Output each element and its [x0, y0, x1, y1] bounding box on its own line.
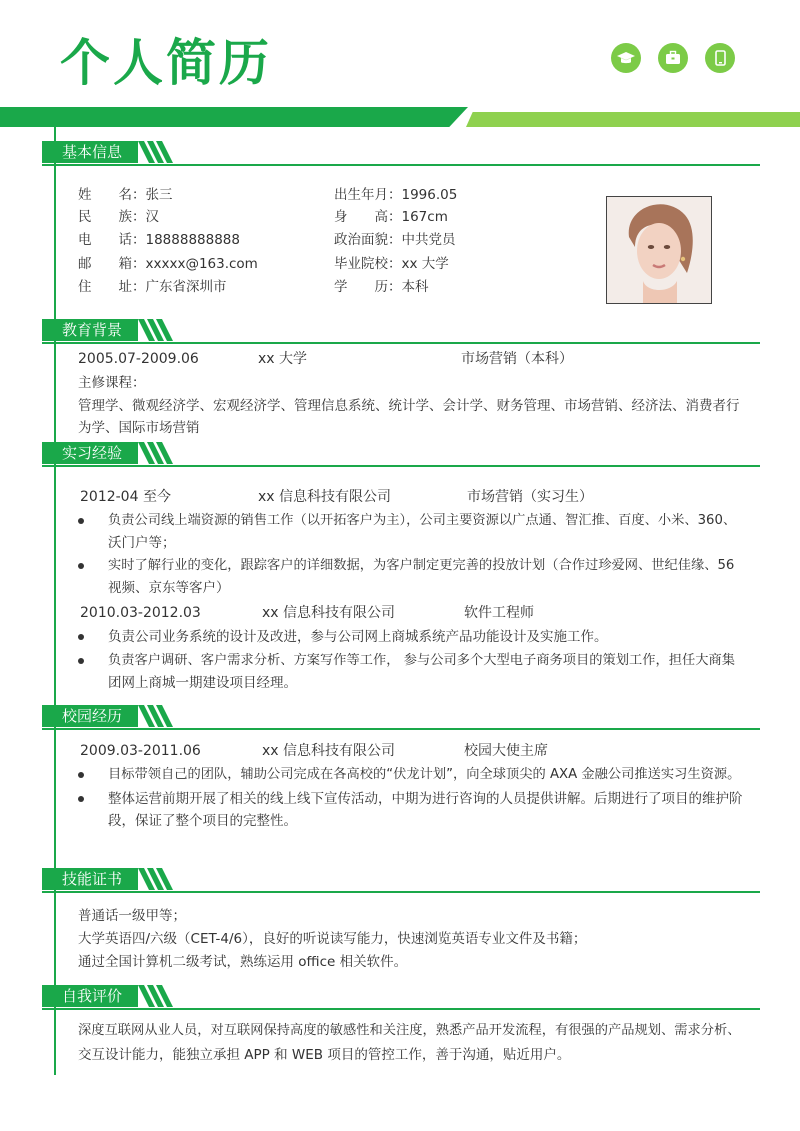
profile-photo — [606, 196, 712, 304]
header-bar-green — [0, 107, 468, 127]
info-height: 身 高：167cm — [334, 209, 448, 225]
list-item: 实时了解行业的变化，跟踪客户的详细数据，为客户制定更完善的投放计划（合作过珍爱网、世纪佳缘、56 视频、京东等客户） — [78, 555, 744, 599]
section-stripes — [138, 319, 178, 341]
edu-courses-line1: 管理学、微观经济学、宏观经济学、管理信息系统、统计学、会计学、财务管理、市场营销、经济法、消费者行 — [78, 398, 740, 414]
list-item: 整体运营前期开展了相关的线上线下宣传活动，中期为进行咨询的人员提供讲解。后期进行了项目的维护阶 段，保证了整个项目的完整性。 — [78, 788, 744, 832]
skill-line: 普通话一级甲等； — [78, 908, 186, 924]
section-basic-info — [42, 141, 760, 167]
section-campus — [42, 705, 760, 731]
job2-company: xx 信息科技有限公司 — [262, 605, 396, 621]
section-stripes — [138, 442, 178, 464]
phone-icon — [705, 43, 735, 73]
job1-role: 市场营销（实习生） — [467, 489, 593, 505]
info-politics: 政治面貌：中共党员 — [334, 232, 456, 248]
list-item: 负责客户调研、客户需求分析、方案写作等工作， 参与公司多个大型电子商务项目的策划工作，担任大商集 团网上商城一期建设项目经理。 — [78, 650, 744, 694]
self-line1: 深度互联网从业人员，对互联网保持高度的敏感性和关注度，熟悉产品开发流程，有很强的产品规划、需求分析、 — [78, 1023, 741, 1038]
list-item: 负责公司线上端资源的销售工作（以开拓客户为主），公司主要资源以广点通、智汇推、百度、小米、360、 沃门户等； — [78, 510, 744, 554]
section-self-evaluation — [42, 985, 760, 1011]
section-stripes — [138, 705, 178, 727]
section-education — [42, 319, 760, 345]
edu-courses-line2: 为学、国际市场营销 — [78, 420, 200, 436]
section-skills — [42, 868, 760, 894]
skill-line: 大学英语四/六级（CET-4/6），良好的听说读写能力，快速浏览英语专业文件及书籍； — [78, 931, 587, 947]
edu-school: xx 大学 — [258, 351, 308, 367]
section-stripes — [138, 985, 178, 1007]
info-address: 住 址：广东省深圳市 — [78, 279, 227, 295]
list-item: 负责公司业务系统的设计及改进，参与公司网上商城系统产品功能设计及实施工作。 — [78, 626, 744, 648]
briefcase-icon — [658, 43, 688, 73]
header-bar-light — [466, 112, 800, 127]
edu-courses-label: 主修课程： — [78, 375, 146, 391]
job2-period: 2010.03-2012.03 — [80, 605, 201, 621]
edu-period: 2005.07-2009.06 — [78, 351, 199, 367]
page-title: 个人简历 — [60, 34, 272, 92]
section-title: 教育背景 — [42, 319, 138, 341]
job1-period: 2012-04 至今 — [80, 489, 171, 505]
section-title: 自我评价 — [42, 985, 138, 1007]
campus-company: xx 信息科技有限公司 — [262, 743, 396, 759]
info-email: 邮 箱：xxxxx@163.com — [78, 256, 258, 272]
info-phone: 电 话：18888888888 — [78, 232, 240, 248]
job1-company: xx 信息科技有限公司 — [258, 489, 392, 505]
campus-role: 校园大使主席 — [464, 743, 548, 759]
info-ethnicity: 民 族：汉 — [78, 209, 159, 225]
job2-role: 软件工程师 — [464, 605, 534, 621]
info-birth: 出生年月：1996.05 — [334, 187, 458, 203]
timeline-line — [54, 127, 56, 1075]
info-school: 毕业院校：xx 大学 — [334, 256, 449, 272]
edu-major: 市场营销（本科） — [461, 351, 573, 367]
section-title: 基本信息 — [42, 141, 138, 163]
graduation-cap-icon — [611, 43, 641, 73]
section-title: 实习经验 — [42, 442, 138, 464]
section-internship — [42, 442, 760, 468]
info-degree: 学 历：本科 — [334, 279, 429, 295]
skill-line: 通过全国计算机二级考试，熟练运用 office 相关软件。 — [78, 954, 408, 970]
self-line2: 交互设计能力，能独立承担 APP 和 WEB 项目的管控工作，善于沟通，贴近用户。 — [78, 1047, 571, 1063]
info-name: 姓 名：张三 — [78, 187, 173, 203]
section-stripes — [138, 868, 178, 890]
list-item: 目标带领自己的团队，辅助公司完成在各高校的“伏龙计划”，向全球顶尖的 AXA 金融公司推送实习生资源。 — [78, 764, 744, 786]
section-title: 校园经历 — [42, 705, 138, 727]
section-stripes — [138, 141, 178, 163]
campus-period: 2009.03-2011.06 — [80, 743, 201, 759]
section-title: 技能证书 — [42, 868, 138, 890]
